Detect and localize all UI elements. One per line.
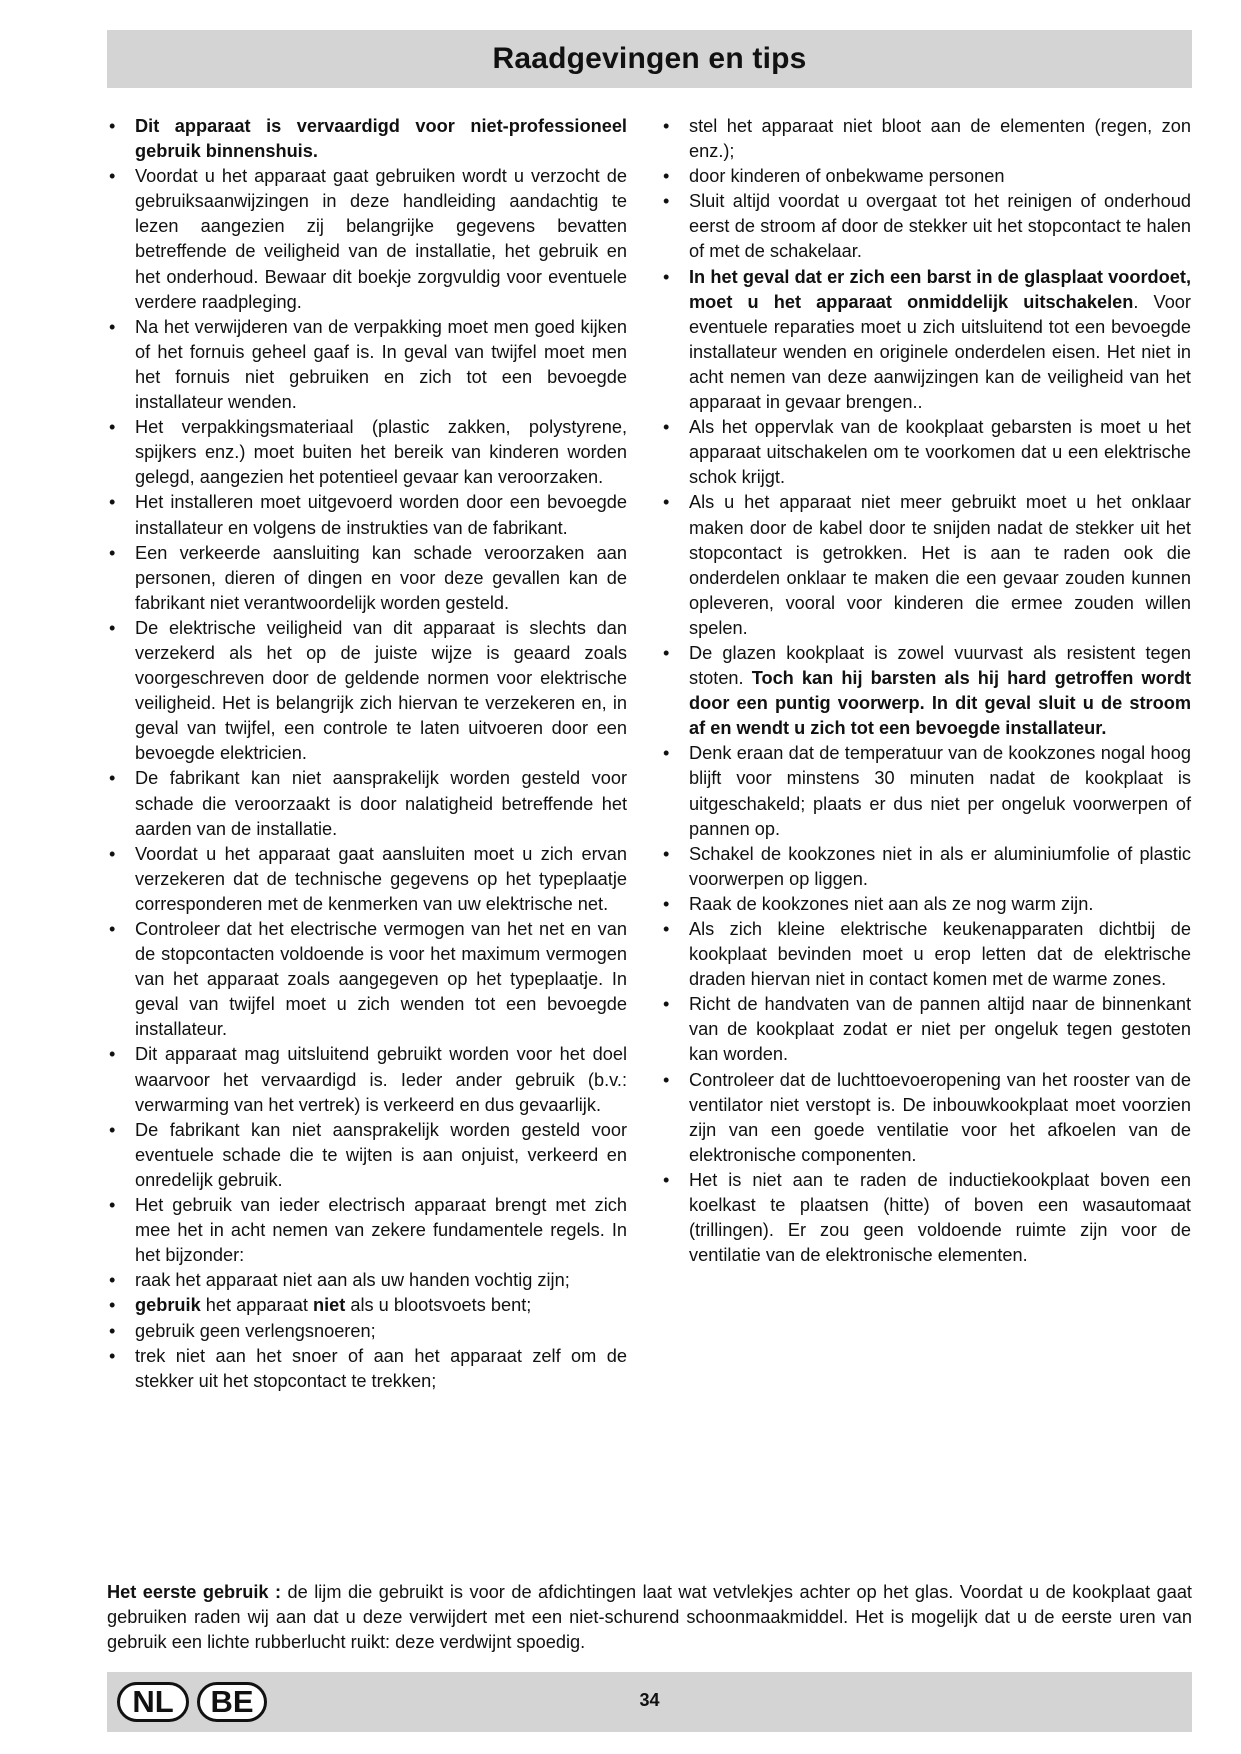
tip-text: Als het oppervlak van de kookplaat gebarsten is moet u het apparaat uitschakelen om te voorkomen dat u een elektrische schok krijgt. [689, 417, 1191, 488]
right-tips-list [661, 114, 1191, 1268]
tip-text: Het verpakkingsmateriaal (plastic zakken, polystyrene, spijkers enz.) moet buiten het bereik van kinderen worden gelegd, aangezien het potentieel gevaar kan veroorzaken. [135, 417, 627, 488]
tip-item [107, 917, 627, 1042]
tip-text: Het installeren moet uitgevoerd worden door een bevoegde installateur en volgens de instrukties van de fabrikant. [135, 492, 627, 538]
tip-item [661, 741, 1191, 841]
tip-item [661, 842, 1191, 892]
tip-item [661, 1068, 1191, 1168]
tip-item [661, 992, 1191, 1067]
tip-item [661, 114, 1191, 164]
tip-text: Dit apparaat mag uitsluitend gebruikt worden voor het doel waarvoor het vervaardigd is. Ieder ander gebruik (b.v.: verwarming van het vertrek) is verkeerd en dus gevaarlijk. [135, 1044, 627, 1115]
tip-item [107, 842, 627, 917]
page-number: 34 [639, 1690, 660, 1710]
tip-item [107, 114, 627, 164]
tip-text: De glazen kookplaat is zowel vuurvast als resistent tegen stoten. [689, 642, 1191, 689]
tip-text: Voordat u het apparaat gaat aansluiten moet u zich ervan verzekeren dat de technische gegevens op het typeplaatje corresponderen met de kenmerken van uw elektrische net. [135, 843, 627, 914]
tip-text: trek niet aan het snoer of aan het apparaat zelf om de stekker uit het stopcontact te trekken; [135, 1345, 627, 1391]
tip-item [107, 766, 627, 841]
tip-item [661, 917, 1191, 992]
tip-text: het apparaat [200, 1295, 313, 1316]
tip-bold-pre: Dit apparaat is vervaardigd voor niet-professioneel gebruik binnenshuis. [135, 116, 627, 162]
first-use-label: Het eerste gebruik : [107, 1582, 282, 1602]
first-use-paragraph [107, 1580, 1192, 1655]
tip-text: Sluit altijd voordat u overgaat tot het reinigen of onderhoud eerst de stroom af door de stekker uit het stopcontact te halen of met de schakelaar. [689, 191, 1191, 262]
tip-text: De fabrikant kan niet aansprakelijk worden gesteld voor schade die veroorzaakt is door nalatigheid betreffende het aarden van de installatie. [135, 768, 627, 839]
tip-text: Het is niet aan te raden de inductiekookplaat boven een koelkast te plaatsen (hitte) of boven een wasautomaat (trillingen). Er zou geen voldoende ruimte zijn voor de ventilatie van de elektronische elementen. [689, 1169, 1191, 1266]
tip-item [107, 1293, 627, 1318]
tip-text: De fabrikant kan niet aansprakelijk worden gesteld voor eventuele schade die te wijten is aan onjuist, verkeerd en onredelijk gebruik. [135, 1119, 627, 1190]
tip-text: Richt de handvaten van de pannen altijd naar de binnenkant van de kookplaat zodat er niet per ongeluk tegen gestoten kan worden. [689, 994, 1191, 1065]
tip-text: De elektrische veiligheid van dit apparaat is slechts dan verzekerd als het op de juiste wijze is geaard zoals voorgeschreven door de geldende normen voor elektrische veiligheid. Het is belangrijk zich hiervan te verzekeren en, in geval van twijfel, een controle te laten uitvoeren door een bevoegde elektricien. [135, 617, 627, 764]
tip-item [661, 892, 1191, 917]
tip-item [661, 415, 1191, 490]
tip-item [107, 1042, 627, 1117]
tip-item [107, 541, 627, 616]
tip-item [107, 415, 627, 490]
tip-text: Controleer dat het electrische vermogen van het net en van de stopcontacten voldoende is voor het maximum vermogen van het apparaat zoals aangegeven op het typeplaatje. In geval van twijfel moet u zich wenden tot een bevoegde installateur. [135, 919, 627, 1040]
country-badge-nl: NL [117, 1682, 189, 1722]
tip-bold-pre: gebruik [135, 1295, 201, 1316]
tip-text: Als u het apparaat niet meer gebruikt moet u het onklaar maken door de kabel door te snijden nadat de stekker uit het stopcontact is getrokken. Het is aan te raden ook die onderdelen onklaar te maken die een gevaar zouden kunnen opleveren, vooral voor kinderen die ermee zouden willen spelen. [689, 492, 1191, 638]
left-tips-list [107, 114, 627, 1394]
tip-item [661, 164, 1191, 189]
tip-text: Denk eraan dat de temperatuur van de kookzones nogal hoog blijft voor minstens 30 minuten nadat de kookplaat is uitgeschakeld; plaats er dus niet per ongeluk voorwerpen of pannen op. [689, 743, 1191, 839]
tip-item [107, 315, 627, 415]
tip-text: gebruik geen verlengsnoeren; [135, 1320, 376, 1341]
tip-item [107, 1344, 627, 1394]
tip-text: Als zich kleine elektrische keukenapparaten dichtbij de kookplaat bevinden moet u erop letten dat de elektrische draden hiervan niet in contact komen met de warme zones. [689, 919, 1191, 990]
tip-text: Een verkeerde aansluiting kan schade veroorzaken aan personen, dieren of dingen en voor deze gevallen kan de fabrikant niet verantwoordelijk worden gesteld. [135, 542, 627, 613]
tip-item [661, 1168, 1191, 1268]
first-use-text: de lijm die gebruikt is voor de afdichtingen laat wat vetvlekjes achter op het glas. Voordat u de kookplaat gaat gebruiken raden wij aan dat u deze verwijdert met een niet-schurend schoonmaakmiddel. Het is mogelijk dat u de eerste uren van gebruik een lichte rubberlucht ruikt: deze verdwijnt spoedig. [107, 1582, 1192, 1653]
tip-item [107, 1268, 627, 1293]
tip-text: raak het apparaat niet aan als uw handen vochtig zijn; [135, 1270, 570, 1291]
tip-text: Het gebruik van ieder electrisch apparaat brengt met zich mee het in acht nemen van zekere fundamentele regels. In het bijzonder: [135, 1195, 627, 1266]
tip-item [107, 490, 627, 540]
footer-bar [107, 1672, 1192, 1732]
tip-text: Controleer dat de luchttoevoeropening van het rooster van de ventilator niet verstopt is. De inbouwkookplaat moet voorzien zijn van een goede ventilatie voor het afkoelen van de elektronische componenten. [689, 1069, 1191, 1165]
tip-item [107, 1319, 627, 1344]
tip-item [107, 616, 627, 767]
tip-bold-post: niet [312, 1295, 346, 1316]
tip-item [107, 164, 627, 315]
tip-item [107, 1118, 627, 1193]
tip-text-post: als u blootsvoets bent; [345, 1295, 532, 1316]
tip-text: Na het verwijderen van de verpakking moet men goed kijken of het fornuis geheel gaaf is. In geval van twijfel moet men het fornuis niet gebruiken en zich tot een bevoegde installateur wenden. [135, 316, 627, 413]
tip-bold-pre: In het geval dat er zich een barst in de glasplaat voordoet, moet u het apparaat onmiddelijk uitschakelen [689, 266, 1191, 312]
tip-bold-post: Toch kan hij barsten als hij hard getroffen wordt door een puntig voorwerp. In dit geval sluit u de stroom af en wendt u zich tot een bevoegde installateur. [689, 668, 1191, 739]
right-column [661, 114, 1191, 1268]
left-column [107, 114, 627, 1394]
tip-item [107, 1193, 627, 1268]
page-title: Raadgevingen en tips [492, 42, 807, 75]
tip-item [661, 189, 1191, 264]
tip-text: door kinderen of onbekwame personen [689, 166, 1005, 187]
tip-text: . Voor eventuele reparaties moet u zich uitsluitend tot een bevoegde installateur wenden en originele onderdelen eisen. Het niet in acht nemen van deze aanwijzingen kan de veiligheid van het apparaat in gevaar brengen.. [689, 291, 1191, 413]
tip-item [661, 641, 1191, 741]
country-badge-be: BE [197, 1682, 267, 1722]
tip-text: Voordat u het apparaat gaat gebruiken wordt u verzocht de gebruiksaanwijzingen in deze handleiding aandachtig te lezen aangezien zij belangrijke gegevens bevatten betreffende de veiligheid van de installatie, het gebruik en het onderhoud. Bewaar dit boekje zorgvuldig voor eventuele verdere raadpleging. [135, 166, 627, 312]
tip-text: stel het apparaat niet bloot aan de elementen (regen, zon enz.); [689, 116, 1191, 162]
title-bar [107, 30, 1192, 88]
tip-item [661, 490, 1191, 641]
tip-item [661, 265, 1191, 416]
tip-text: Raak de kookzones niet aan als ze nog warm zijn. [689, 893, 1094, 914]
tip-text: Schakel de kookzones niet in als er aluminiumfolie of plastic voorwerpen op liggen. [689, 843, 1191, 889]
